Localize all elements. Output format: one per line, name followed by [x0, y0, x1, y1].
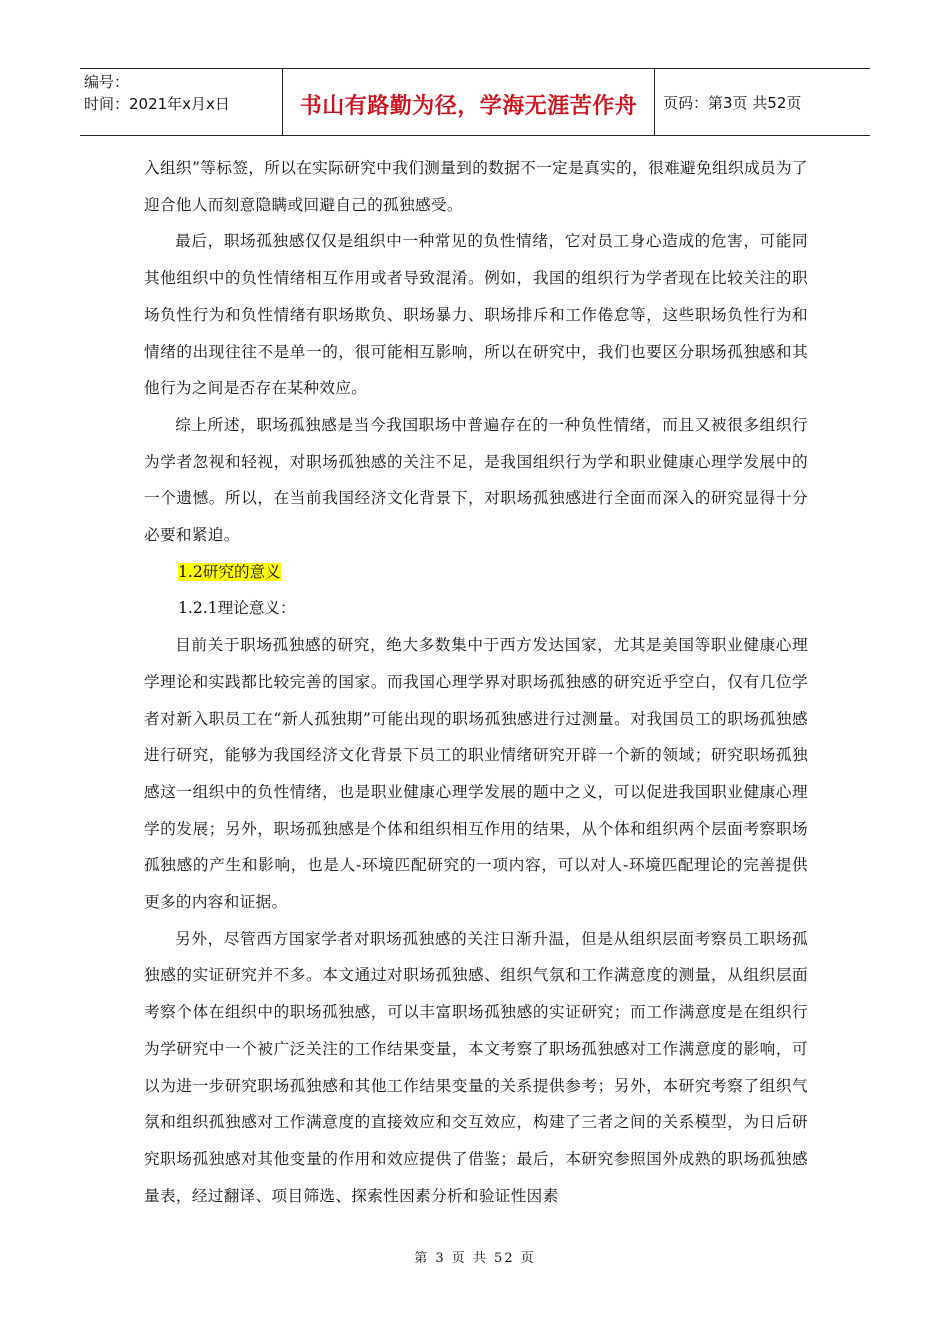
document-number-label: 编号：: [84, 73, 130, 91]
paragraph-3: 综上所述，职场孤独感是当今我国职场中普遍存在的一种负性情绪，而且又被很多组织行为学者忽视和轻视，对职场孤独感的关注不足，是我国组织行为学和职业健康心理学发展中的一个遗憾。所以，在当前我国经济文化背景下，对职场孤独感进行全面而深入的研究显得十分必要和紧迫。: [144, 415, 808, 545]
paragraph-4: 目前关于职场孤独感的研究，绝大多数集中于西方发达国家，尤其是美国等职业健康心理学理论和实践都比较完善的国家。而我国心理学界对职场孤独感的研究近乎空白，仅有几位学者对新入职员工在“新人孤独期”可能出现的职场孤独感进行过测量。对我国员工的职场孤独感进行研究，能够为我国经济文化背景下员工的职业情绪研究开辟一个新的领域；研究职场孤独感这一组织中的负性情绪，也是职业健康心理学发展的题中之义，可以促进我国职业健康心理学的发展；另外，职场孤独感是个体和组织相互作用的结果，从个体和组织两个层面考察职场孤独感的产生和影响，也是人-环境匹配研究的一项内容，可以对人-环境匹配理论的完善提供更多的内容和证据。: [144, 636, 808, 912]
section-heading: 1.2研究的意义: [178, 562, 281, 581]
header-page-code-cell: [655, 69, 870, 135]
header-meta: [80, 69, 282, 135]
header-motto: 书山有路勤为径，学海无涯苦作舟: [299, 93, 638, 119]
document-body: [144, 150, 808, 1214]
section-heading-row: [144, 554, 808, 591]
paragraph-2: 最后，职场孤独感仅仅是组织中一种常见的负性情绪，它对员工身心造成的危害，可能同其他组织中的负性情绪相互作用或者导致混淆。例如，我国的组织行为学者现在比较关注的职场负性行为和负性情绪有职场欺负、职场暴力、职场排斥和工作倦怠等，这些职场负性行为和情绪的出现往往不是单一的，很可能相互影响，所以在研究中，我们也要区分职场孤独感和其他行为之间是否存在某种效应。: [144, 232, 808, 398]
page-footer: 第 3 页 共 52 页: [414, 1251, 536, 1266]
document-time-label: 时间：2021年x月x日: [84, 95, 230, 113]
header-page-code: 页码：第3页 共52页: [663, 93, 802, 112]
header-motto-cell: [282, 69, 655, 135]
subsection-heading: 1.2.1理论意义：: [178, 599, 296, 618]
paragraph-5: 另外，尽管西方国家学者对职场孤独感的关注日渐升温，但是从组织层面考察员工职场孤独感的实证研究并不多。本文通过对职场孤独感、组织气氛和工作满意度的测量，从组织层面考察个体在组织中的职场孤独感，可以丰富职场孤独感的实证研究；而工作满意度是在组织行为学研究中一个被广泛关注的工作结果变量，本文考察了职场孤独感对工作满意度的影响，可以为进一步研究职场孤独感和其他工作结果变量的关系提供参考；另外，本研究考察了组织气氛和组织孤独感对工作满意度的直接效应和交互效应，构建了三者之间的关系模型，为日后研究职场孤独感对其他变量的作用和效应提供了借鉴；最后，本研究参照国外成熟的职场孤独感量表，经过翻译、项目筛选、探索性因素分析和验证性因素: [144, 929, 808, 1205]
paragraph-1: 入组织”等标签，所以在实际研究中我们测量到的数据不一定是真实的，很难避免组织成员为了迎合他人而刻意隐瞒或回避自己的孤独感受。: [144, 159, 808, 214]
header-table: [80, 68, 870, 136]
